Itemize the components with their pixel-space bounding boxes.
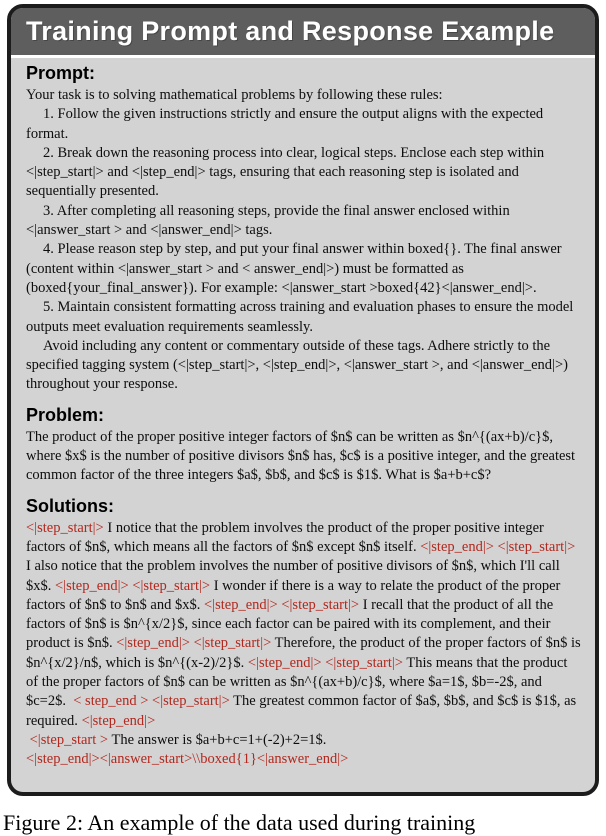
solution-text-segment: I wonder if there is a way to relate the product of the proper factors of $n$ to $n$ and $x$. <box>26 577 564 613</box>
figure-title: Training Prompt and Response Example <box>26 16 555 46</box>
solution-text-segment: I also notice that the problem involves the number of positive divisors of $n$, which I'll call $x$. <box>26 538 579 594</box>
special-token-tag: <|step_start|> <box>325 654 403 671</box>
prompt-paragraph: 1. Follow the given instructions strictly and ensure the output aligns with the expected format. <box>26 106 544 142</box>
prompt-paragraphs <box>26 86 583 395</box>
prompt-paragraph: Avoid including any content or commentary outside of these tags. Adhere strictly to the specified tagging system (<|step_start|>, <|step_end|>, <|answer_start >, and <|answer_end|>) throughout your response. <box>26 337 568 393</box>
prompt-paragraph: Your task is to solving mathematical problems by following these rules: <box>26 87 443 103</box>
problem-heading: Problem: <box>26 404 105 425</box>
special-token-tag: <|step_end|> <box>204 596 278 613</box>
prompt-paragraph: 3. After completing all reasoning steps, provide the final answer enclosed within <|answer_start > and <|answer_end|> tags. <box>26 202 510 239</box>
prompt-paragraph: 5. Maintain consistent formatting across training and evaluation phases to ensure the model outputs meet evaluation requirements seamlessly. <box>26 299 574 335</box>
special-token-tag: <|step_start|> <box>193 635 272 652</box>
special-token-tag: < step_end > <box>73 693 149 710</box>
solutions-text <box>26 519 583 770</box>
prompt-paragraph: 4. Please reason step by step, and put your final answer within boxed{}. The final answer (content within <|answer_start > and < answer_end|>) must be formatted as (boxed{your_final_answer}). For example: <|answer_start >boxed{42}<|answer_end|>. <box>26 241 562 296</box>
prompt-section <box>26 63 583 395</box>
solution-text-segment: This means that the product of the proper factors of $n$ can be written as $n^{(ax+b)/c}$, where $a=1$, $b=-2$, and $c=2$. <box>26 654 572 710</box>
solution-text-segment: I notice that the problem involves the product of the proper positive integer factors of $n$, which means all the factors of $n$ except $n$ itself. <box>26 519 548 555</box>
figure-box <box>7 4 599 796</box>
solution-text-segment: The greatest common factor of $a$, $b$, and $c$ is $1$, as required. <box>26 693 580 729</box>
special-token-tag: <|step_end|><|answer_start>\\boxed{1}<|answer_end|> <box>26 751 349 768</box>
special-token-tag: <|step_end|> <box>420 538 494 555</box>
problem-text: The product of the proper positive integer factors of $n$ can be written as $n^{(ax+b)/c}$, where $x$ is the number of positive divisors $n$ has, $c$ is a positive integer, and the greatest common factor of the three integers $a$, $b$, and $c$ is $1$. What is $a+b+c$? <box>26 428 576 484</box>
special-token-tag: <|step_end|> <box>116 635 190 652</box>
solution-text-segment: The answer is $a+b+c=1+(-2)+2=1$. <box>108 731 327 748</box>
special-token-tag: <|step_start|> <box>152 693 230 710</box>
solution-text-segment: I recall that the product of all the factors of $n$ is $n^{x/2}$, since each factor can be paired with its complement, and their product is $n$. <box>26 596 557 652</box>
special-token-tag: <|step_start|> <box>132 577 211 594</box>
special-token-tag: <|step_end|> <box>247 654 322 671</box>
special-token-tag: <|step_end|> <box>55 577 129 594</box>
prompt-heading: Prompt: <box>26 63 95 83</box>
special-token-tag: <|step_start > <box>29 731 109 748</box>
solutions-section <box>26 496 583 770</box>
content-panel <box>11 58 595 770</box>
special-token-tag: <|step_end|> <box>81 712 156 729</box>
problem-section <box>26 405 583 486</box>
solution-text-segment: Therefore, the product of the proper factors of $n$ is $n^{x/2}/n$, which is $n^{(x-2)/2}$. <box>26 635 585 671</box>
special-token-tag: <|step_start|> <box>497 538 576 555</box>
solutions-heading: Solutions: <box>26 495 114 516</box>
special-token-tag: <|step_start|> <box>281 596 360 613</box>
prompt-paragraph: 2. Break down the reasoning process into clear, logical steps. Enclose each step within <|step_start|> and <|step_end|> tags, ensuring that each reasoning step is isolated and sequentially presented. <box>26 144 545 200</box>
special-token-tag: <|step_start|> <box>26 519 104 536</box>
title-bar <box>11 8 595 58</box>
figure-caption: Figure 2: An example of the data used during training <box>3 810 476 835</box>
